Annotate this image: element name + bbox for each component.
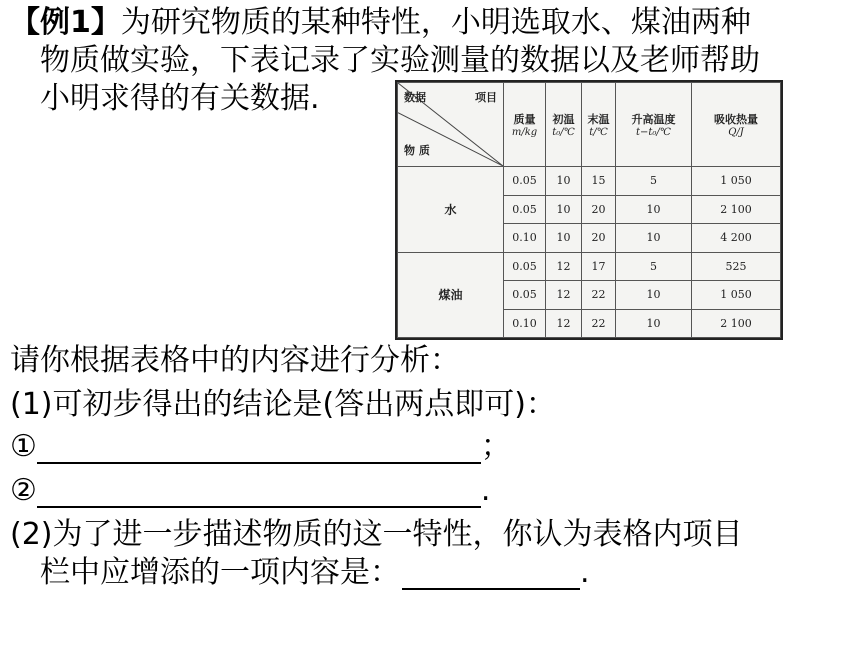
- cell: 10: [616, 224, 692, 253]
- table-corner-cell: [398, 83, 504, 167]
- circled-two-marker: ②: [10, 473, 37, 508]
- intro-line-3: 小明求得的有关数据.: [40, 81, 320, 116]
- intro-line-2: 物质做实验，下表记录了实验测量的数据以及老师帮助: [40, 43, 760, 78]
- corner-label-data: 数据: [404, 91, 426, 104]
- question-2-line-2: [40, 556, 590, 590]
- cell: 20: [582, 195, 616, 224]
- table-row: [398, 252, 781, 281]
- header-heat-absorbed: 吸收热量 Q/J: [692, 83, 781, 167]
- cell: 0.10: [504, 309, 546, 338]
- cell: 10: [546, 167, 582, 196]
- cell: 0.05: [504, 252, 546, 281]
- question-1: (1)可初步得出的结论是(答出两点即可)：: [10, 387, 556, 422]
- cell: 5: [616, 167, 692, 196]
- answer-2-line: [10, 474, 490, 508]
- cell: 22: [582, 281, 616, 310]
- answer-2-blank[interactable]: [37, 476, 481, 508]
- cell: 10: [616, 281, 692, 310]
- cell: 0.05: [504, 167, 546, 196]
- question-2-text: 栏中应增添的一项内容是：: [40, 555, 400, 590]
- header-final-temp: 末温 t/℃: [582, 83, 616, 167]
- group-label-water: 水: [398, 167, 504, 253]
- cell: 0.05: [504, 195, 546, 224]
- answer-1-end: ；: [480, 429, 511, 464]
- header-temp-rise: 升高温度 t−t₀/℃: [616, 83, 692, 167]
- answer-3-end: .: [580, 555, 590, 590]
- question-2-line-1: (2)为了进一步描述物质的这一特性，你认为表格内项目: [10, 517, 743, 552]
- cell: 22: [582, 309, 616, 338]
- cell: 20: [582, 224, 616, 253]
- data-table-figure: [395, 80, 783, 340]
- answer-3-blank[interactable]: [402, 558, 580, 590]
- cell: 0.05: [504, 281, 546, 310]
- cell: 15: [582, 167, 616, 196]
- cell: 12: [546, 252, 582, 281]
- header-initial-temp: 初温 t₀/℃: [546, 83, 582, 167]
- corner-label-substance: 物 质: [404, 144, 430, 157]
- answer-2-end: .: [480, 473, 491, 508]
- cell: 525: [692, 252, 781, 281]
- cell: 4 200: [692, 224, 781, 253]
- table-header-row: [398, 83, 781, 167]
- corner-label-item: 项目: [475, 91, 497, 104]
- data-table: [397, 82, 781, 338]
- analysis-prompt: 请你根据表格中的内容进行分析：: [10, 343, 460, 378]
- cell: 12: [546, 309, 582, 338]
- table-row: [398, 167, 781, 196]
- cell: 1 050: [692, 167, 781, 196]
- cell: 2 100: [692, 195, 781, 224]
- cell: 10: [616, 195, 692, 224]
- group-label-kerosene: 煤油: [398, 252, 504, 338]
- cell: 1 050: [692, 281, 781, 310]
- cell: 2 100: [692, 309, 781, 338]
- example-tag: 【例1】: [10, 5, 121, 40]
- answer-1-line: [10, 430, 511, 464]
- cell: 10: [616, 309, 692, 338]
- cell: 17: [582, 252, 616, 281]
- circled-one-marker: ①: [10, 429, 37, 464]
- answer-1-blank[interactable]: [37, 432, 481, 464]
- cell: 10: [546, 195, 582, 224]
- cell: 0.10: [504, 224, 546, 253]
- header-mass: 质量 m/kg: [504, 83, 546, 167]
- cell: 12: [546, 281, 582, 310]
- cell: 10: [546, 224, 582, 253]
- cell: 5: [616, 252, 692, 281]
- intro-line-1: [10, 6, 751, 40]
- intro-text-1: 为研究物质的某种特性，小明选取水、煤油两种: [120, 5, 751, 40]
